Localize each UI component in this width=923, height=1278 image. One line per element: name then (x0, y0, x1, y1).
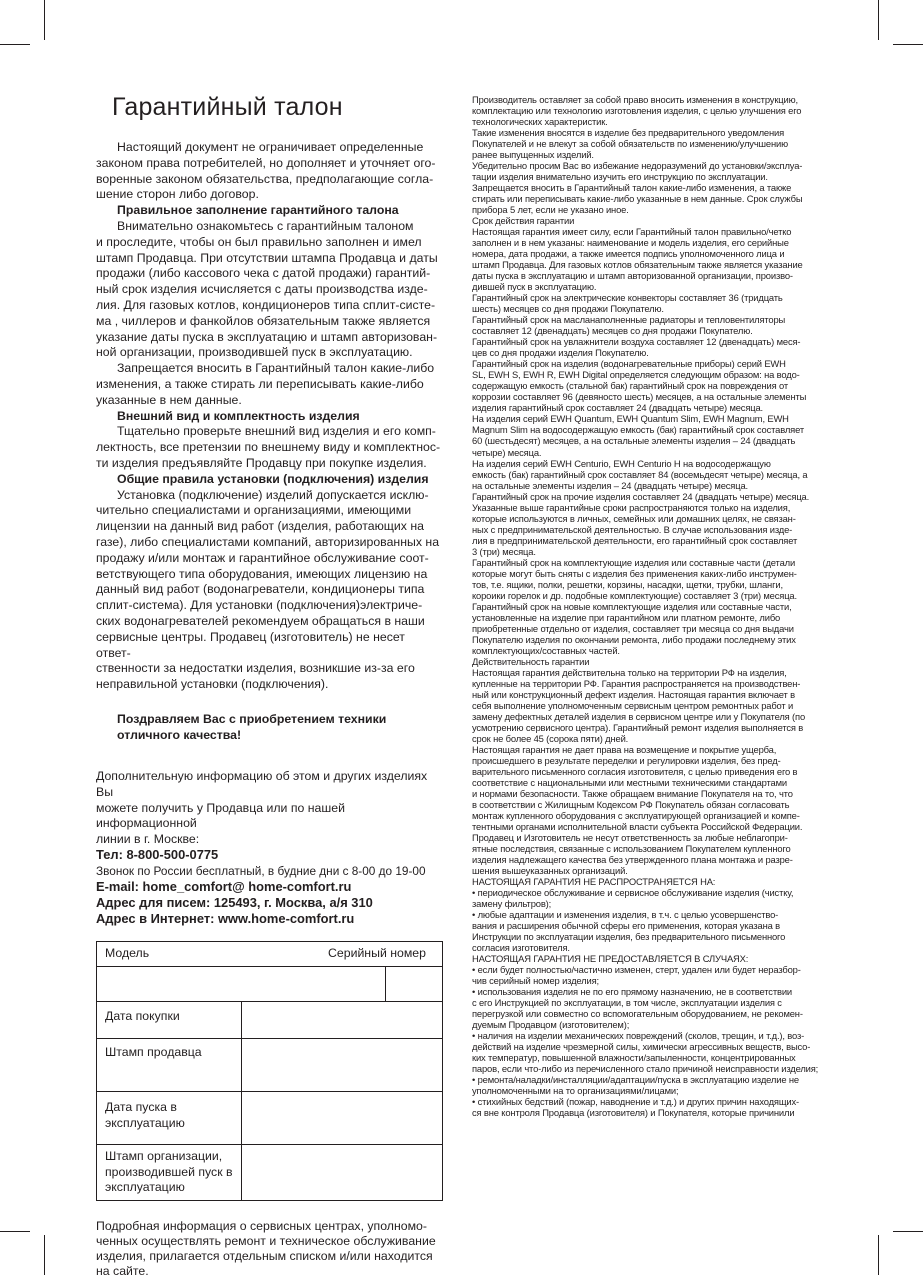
section-heading: Внешний вид и комплектность изделия (117, 408, 360, 423)
text-line: указанные в нем данные. (96, 392, 242, 407)
text-line: ной организации, производившей пуск в эксплуатацию. (96, 345, 413, 360)
terms-line: тации изделия внимательно изучить его инструкцию по эксплуатации. (472, 171, 768, 183)
terms-line: тов, т.е. ящики, полки, решетки, корзины, насадки, щетки, трубки, шланги, (472, 578, 783, 590)
terms-line: ный или конструкционный дефект изделия. Настоящая гарантия включает в (472, 688, 795, 700)
terms-line: Срок действия гарантии (472, 215, 575, 227)
text-line: ти изделия предъявляйте Продавцу при покупке изделия. (96, 455, 427, 470)
terms-line: комплектующих/составных частей. (472, 644, 620, 656)
terms-line: установленные на изделие при гарантийном или платном ремонте, либо (472, 611, 781, 623)
terms-line: дившей пуск в эксплуатацию. (472, 281, 597, 293)
terms-line: номера, дата продажи, а также имеется подпись уполномоченного лица и (472, 248, 785, 260)
terms-line: На изделия серий EWH Quantum, EWH Quantum Slim, EWH Magnum, EWH (472, 413, 789, 425)
terms-line: купленные на территории РФ. Гарантия распространяется на производствен- (472, 677, 801, 689)
website-address[interactable]: Адрес в Интернет: www.home-comfort.ru (96, 911, 355, 927)
terms-line: Производитель оставляет за собой право вносить изменения в конструкцию, (472, 94, 798, 105)
text-line: лектность, все претензии по внешнему виду и комплектнос- (96, 440, 441, 455)
terms-line: SL, EWH S, EWH R, EWH Digital определяется следующим образом: на водо- (472, 369, 800, 381)
model-label: Модель (105, 946, 150, 961)
terms-line: 3 (три) месяца. (472, 545, 536, 557)
form-header-row (97, 942, 443, 967)
terms-line: составляет 12 (двенадцать) месяцев со дня продажи Покупателю. (472, 325, 753, 337)
text-line: штамп Продавца. При отсутствии штампа Продавца и даты (96, 250, 438, 265)
terms-line: Гарантийный срок на изделия (водонагревательные приборы) серий EWH (472, 358, 786, 370)
terms-line: лия в предпринимательской деятельности, его гарантийный срок составляет (472, 534, 798, 546)
page-title: Гарантийный талон (112, 93, 343, 121)
text-line: чительно специалистами и организациями, имеющими (96, 503, 412, 518)
crop-mark (44, 0, 45, 40)
terms-line: с его Инструкцией по эксплуатации, в том числе, эксплуатации изделия с (472, 997, 782, 1009)
text-line: ственности за недостатки изделия, возникшие из-за его (96, 661, 415, 676)
terms-line: коррозии составляет 96 (девяносто шесть) месяцев, а на остальные элементы (472, 391, 807, 403)
terms-line: согласия изготовителя. (472, 942, 570, 954)
text-line: сервисные центры. Продавец (изготовитель) не несет ответ- (96, 629, 405, 660)
terms-line: четыре) месяца. (472, 446, 542, 458)
terms-line: Такие изменения вносятся в изделие без предварительного уведомления (472, 127, 785, 139)
terms-line: Покупателю изделия по окончании ремонта, либо продажи последнему этих (472, 633, 796, 645)
text-line: Поздравляем Вас с приобретением техники (117, 711, 387, 726)
terms-line: НАСТОЯЩАЯ ГАРАНТИЯ НЕ РАСПРОСТРАНЯЕТСЯ НА: (472, 876, 716, 888)
text-line: можете получить у Продавца или по нашей информационной (96, 800, 345, 831)
terms-line: шесть) месяцев со дня продажи Покупателю. (472, 303, 664, 315)
text-line: ма , чиллеров и фанкойлов обязательным также является (96, 313, 431, 328)
purchase-date-field[interactable] (242, 1002, 443, 1039)
org-stamp-label (97, 1145, 242, 1201)
section-paragraph (96, 219, 442, 361)
terms-line: себя выполнение уполномоченным сервисным центром ремонтных работ и (472, 699, 794, 711)
terms-line: которые могут быть сняты с изделия без применения каких-либо инструмен- (472, 567, 797, 579)
text-line: производившей пуск в (105, 1164, 233, 1179)
text-line: Запрещается вносить в Гарантийный талон какие-либо (117, 361, 435, 376)
terms-line: Гарантийный срок на электрические конвекторы составляет 36 (тридцать (472, 292, 783, 304)
text-line: шение сторон либо договор. (96, 187, 259, 202)
crop-mark (0, 1231, 30, 1232)
terms-line: • наличия на изделии механических повреждений (сколов, трещин, и т.д.), воз- (472, 1030, 805, 1042)
terms-line: вания и расширения обычной сферы его применения, которая указана в (472, 920, 780, 932)
org-stamp-field[interactable] (242, 1145, 443, 1201)
text-line: воренные законом обязательства, предполагающие согла- (96, 171, 434, 186)
text-line: неправильной установки (подключения). (96, 677, 329, 692)
terms-line: Убедительно просим Вас во избежание недоразумений до установки/эксплуа- (472, 160, 803, 172)
text-line: сплит-система). Для установки (подключения)электриче- (96, 598, 423, 613)
text-line: на сайте. (96, 1263, 149, 1278)
intro-paragraph (96, 140, 442, 203)
terms-line: короики горелок и др. подобные комплектующие) составляет 3 (три) месяца. (472, 589, 797, 601)
terms-line: Настоящая гарантия не дает права на возмещение и покрытие ущерба, (472, 743, 777, 755)
terms-line: перегрузкой или совместно со вспомогательным оборудованием, не рекомен- (472, 1008, 803, 1020)
terms-line: Продавец и Изготовитель не несут ответственность за любые неблагопри- (472, 832, 788, 844)
text-line: ветствующего типа оборудования, имеющих лицензию на (96, 566, 428, 581)
terms-line: действий на изделие чрезмерной силы, химически агрессивных веществ, высо- (472, 1041, 811, 1053)
text-line: Штамп организации, (105, 1149, 223, 1164)
text-line: ный срок изделия исчисляется с даты производства изде- (96, 282, 428, 297)
text-line: законом права потребителей, но дополняет и уточняет ого- (96, 155, 436, 170)
model-field[interactable] (97, 967, 386, 1002)
terms-line: НАСТОЯЩАЯ ГАРАНТИЯ НЕ ПРЕДОСТАВЛЯЕТСЯ В СЛУЧАЯХ: (472, 953, 749, 965)
right-column-terms (472, 94, 822, 1118)
text-line: Внимательно ознакомьтесь с гарантийным талоном (117, 218, 414, 233)
terms-line: происшедшего в результате переделки и регулировки изделия, без пред- (472, 754, 781, 766)
crop-mark (878, 1235, 879, 1275)
crop-mark (893, 1231, 923, 1232)
crop-mark (0, 44, 30, 45)
terms-line: • если будет полностью/частично изменен, стерт, удален или будет неразбор- (472, 964, 801, 976)
text-line: Установка (подключение) изделий допускается исклю- (117, 487, 429, 502)
text-line: ских водонагревателей рекомендуем обращаться в наши (96, 613, 425, 628)
text-line: Дата пуска в (105, 1100, 177, 1115)
text-line: эксплуатацию (105, 1115, 185, 1130)
terms-line: приобретенные отдельно от изделия, составляет три месяца со дня выдачи (472, 622, 794, 634)
terms-line: тентными органами исполнительной власти субъекта Российской Федерации. (472, 821, 803, 833)
text-line: Дополнительную информацию об этом и других изделиях Вы (96, 769, 428, 800)
terms-line: Гарантийный срок на увлажнители воздуха составляет 12 (двенадцать) меся- (472, 336, 801, 348)
terms-line: Настоящая гарантия имеет силу, если Гарантийный талон правильно/четко (472, 226, 792, 238)
terms-line: замену дефектных деталей изделия в сервисном центре или у Покупателя (по (472, 710, 806, 722)
contact-block (96, 769, 442, 927)
terms-line: в соответствии с Жилищным Кодексом РФ Покупатель обязан согласовать (472, 799, 790, 810)
warranty-form-table (96, 941, 443, 1201)
section-heading: Правильное заполнение гарантийного талона (117, 203, 399, 218)
terms-line: уполномоченными на то организациями/лицами; (472, 1085, 679, 1097)
text-line: ченных осуществлять ремонт и техническое обслуживание (96, 1234, 436, 1249)
terms-line: дуемым Продавцом (изготовителем); (472, 1019, 630, 1031)
terms-line: Указанные выше гарантийные сроки распространяются только на изделия, (472, 501, 791, 513)
terms-line: На изделия серий EWH Centurio, EWH Centurio H на водосодержащую (472, 457, 771, 469)
terms-line: Гарантийный срок на масланаполненные радиаторы и тепловентиляторы (472, 314, 786, 326)
terms-line: и нормами безопасности. Также обращаем внимание Покупателя на то, что (472, 787, 793, 799)
crop-mark (893, 44, 923, 45)
text-line: Настоящий документ не ограничивает определенные (117, 140, 424, 154)
terms-line: соответствие с национальными или местными техническими стандартами (472, 776, 787, 788)
terms-line: Запрещается вносить в Гарантийный талон какие-либо изменения, а также (472, 182, 792, 194)
terms-line: ных с предпринимательской деятельностью. В случае использования изде- (472, 523, 793, 535)
terms-line: шения вышеуказанных организаций. (472, 865, 628, 877)
terms-line: чив серийный номер изделия; (472, 975, 599, 987)
postal-address: Адрес для писем: 125493, г. Москва, а/я 310 (96, 894, 373, 910)
email-address[interactable]: E-mail: home_comfort@ home-comfort.ru (96, 878, 352, 894)
text-line: продажи (либо кассового чека с датой продажи) гарантий- (96, 266, 431, 281)
terms-line: Magnum Slim на водосодержащую емкость (бак) гарантийный срок составляет (472, 424, 805, 436)
phone-number[interactable]: Тел: 8-800-500-0775 (96, 847, 219, 863)
terms-line: 60 (шестьдесят) месяцев, а на остальные элементы изделия – 24 (двадцать (472, 435, 796, 447)
text-line: данный вид работ (водонагреватели, кондиционеры типа (96, 582, 425, 597)
purchase-date-label: Дата покупки (97, 1002, 242, 1039)
text-line: и проследите, чтобы он был правильно заполнен и имел (96, 234, 422, 249)
terms-line: Гарантийный срок на новые комплектующие изделия или составные части, (472, 600, 792, 612)
terms-line: ятные последствия, связанные с использованием Покупателем купленного (472, 843, 791, 855)
terms-line: Покупателей и не влекут за собой обязательств по изменению/улучшению (472, 138, 788, 150)
terms-line: даты пуска в эксплуатацию и штамп авторизованной организации, произво- (472, 270, 793, 282)
terms-line: содержащую емкость (стальной бак) гарантийный срок на повреждения от (472, 380, 788, 392)
terms-line: • использования изделия не по его прямому назначению, не в соответствии (472, 986, 792, 998)
terms-line: ких температур, повышенной влажности/запыленности, концентрированных (472, 1052, 796, 1064)
text-line: Тщательно проверьте внешний вид изделия и его комп- (117, 424, 436, 439)
section-paragraph (96, 424, 442, 471)
text-line: изменения, а также стирать ли переписывать какие-либо (96, 376, 424, 391)
terms-line: изделия надлежащего качества без утвержденного плана монтажа и разре- (472, 854, 793, 866)
terms-line: комплектацию или технологию изготовления изделия, с целью улучшения его (472, 105, 802, 117)
serial-number-label: Серийный номер (328, 946, 426, 961)
terms-line: Инструкции по эксплуатации изделия, без предварительного письменного (472, 931, 786, 943)
terms-line: технологических характеристик. (472, 116, 608, 128)
seller-stamp-label: Штамп продавца (97, 1039, 242, 1092)
terms-line: Настоящая гарантия действительна только на территории РФ на изделия, (472, 666, 787, 678)
terms-line: прибора 5 лет, если не указано иное. (472, 204, 629, 216)
seller-stamp-field[interactable] (242, 1039, 443, 1092)
text-line: лицензии на данный вид работ (изделия, работающих на (96, 519, 424, 534)
text-line: лия. Для газовых котлов, кондиционеров типа сплит-систе- (96, 297, 436, 312)
terms-line: ранее выпущенных изделий. (472, 149, 594, 161)
terms-line: усмотрению сервисного центра). Гарантийный ремонт изделия выполняется в (472, 721, 804, 733)
terms-line: Действительность гарантии (472, 655, 590, 667)
text-line: изделия, прилагается отдельным списком и/или находится (96, 1248, 433, 1263)
terms-line: Гарантийный срок на прочие изделия составляет 24 (двадцать четыре) месяца. (472, 490, 810, 502)
terms-line: монтаж купленного оборудования с эксплуатирующей организацией и компе- (472, 810, 800, 822)
start-date-field[interactable] (242, 1092, 443, 1145)
terms-line: ся вне контроля Продавца (изготовителя) и Покупателя, которые причинили (472, 1107, 795, 1119)
terms-line: замену фильтров); (472, 898, 552, 910)
terms-line: • стихийных бедствий (пожар, наводнение и т.д.) и других причин находящих- (472, 1096, 800, 1108)
text-line: эксплуатацию (105, 1180, 185, 1195)
terms-line: на остальные элементы изделия – 24 (двадцать четыре) месяца. (472, 479, 748, 491)
terms-line: варительного письменного согласия изготовителя, с целью приведения его в (472, 765, 798, 777)
terms-line: которые используются в личных, семейных или домашних целях, не связан- (472, 512, 796, 524)
terms-line: • ремонта/наладки/инсталляции/адаптации/пуска в эксплуатацию изделие не (472, 1074, 799, 1086)
crop-mark (878, 0, 879, 40)
text-line: продажу и/или монтаж и гарантийное обслуживание соот- (96, 550, 429, 565)
terms-line: Гарантийный срок на комплектующие изделия или составные части (детали (472, 556, 796, 568)
terms-line: емкость (бак) гарантийный срок составляет 84 (восемьдесят четыре) месяца, а (472, 468, 808, 480)
crop-mark (44, 1235, 45, 1275)
footer-note (96, 1219, 442, 1278)
terms-line: срок не более 45 (сорока пяти) дней. (472, 732, 629, 744)
start-date-label (97, 1092, 242, 1145)
terms-line: стирать или переписывать какие-либо указанные в нем данные. Срок службы (472, 193, 803, 205)
terms-line: • периодическое обслуживание и сервисное обслуживание изделия (чистку, (472, 887, 794, 899)
terms-line: • любые адаптации и изменения изделия, в т.ч. с целью усовершенство- (472, 909, 779, 921)
serial-number-field[interactable] (386, 967, 443, 1002)
terms-line: штамп Продавца. Для газовых котлов обязательным также является указание (472, 259, 803, 271)
text-line: линии в г. Москве: (96, 831, 200, 846)
text-line: указание даты пуска в эксплуатацию и штамп авторизован- (96, 329, 438, 344)
section-heading: Общие правила установки (подключения) изделия (117, 471, 429, 486)
phone-note: Звонок по России бесплатный, в будние дни с 8-00 до 19-00 (96, 863, 426, 878)
left-column (96, 92, 442, 1278)
terms-line: паров, если что-либо из перечисленного стало причиной неисправности изделия; (472, 1063, 819, 1075)
terms-line: изделия гарантийный срок составляет 24 (двадцать четыре) месяца. (472, 402, 764, 414)
terms-line: цев со дня продажи изделия Покупателю. (472, 347, 649, 359)
section-paragraph (96, 361, 442, 408)
text-line: Подробная информация о сервисных центрах, уполномо- (96, 1219, 427, 1234)
terms-line: заполнен и в нем указаны: наименование и модель изделия, его серийные (472, 237, 789, 249)
section-paragraph (96, 488, 442, 693)
congratulations-note (117, 712, 442, 744)
text-line: отличного качества! (117, 727, 242, 742)
text-line: газе), либо специалистами компаний, авторизированных на (96, 534, 440, 549)
